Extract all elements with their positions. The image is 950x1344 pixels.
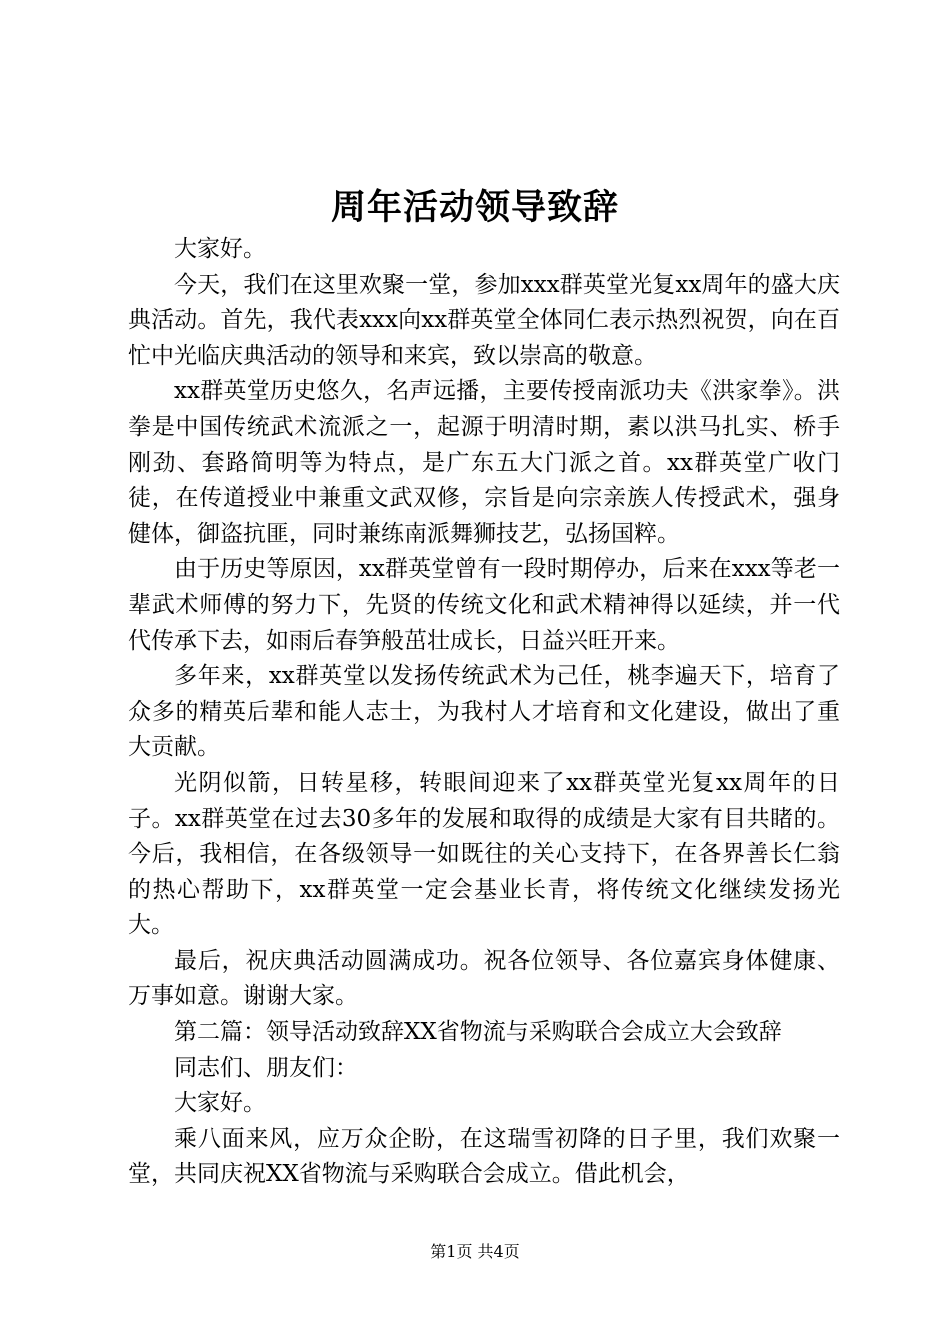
paragraph-greeting: 大家好。 bbox=[174, 236, 266, 262]
paragraph-closing: 最后，祝庆典活动圆满成功。祝各位领导、各位嘉宾身体健康、万事如意。谢谢大家。 bbox=[128, 947, 840, 1010]
paragraph-second-title: 第二篇：领导活动致辞XX省物流与采购联合会成立大会致辞 bbox=[174, 1019, 782, 1046]
paragraph-second-opening: 乘八面来风，应万众企盼，在这瑞雪初降的日子里，我们欢聚一堂，共同庆祝XX省物流与采购联合会成立。借此机会， bbox=[128, 1125, 840, 1188]
document-body bbox=[128, 232, 840, 1193]
paragraph-salutation: 同志们、朋友们： bbox=[174, 1054, 358, 1081]
paragraph-greeting-2: 大家好。 bbox=[174, 1090, 266, 1117]
page-footer: 第1页 共4页 bbox=[430, 1242, 520, 1261]
paragraph-opening: 今天，我们在这里欢聚一堂，参加xxx群英堂光复xx周年的盛大庆典活动。首先，我代表xxx向xx群英堂全体同仁表示热烈祝贺，向在百忙中光临庆典活动的领导和来宾，致以崇高的敬意。 bbox=[128, 271, 840, 369]
paragraph-anniversary: 光阴似箭，日转星移，转眼间迎来了xx群英堂光复xx周年的日子。xx群英堂在过去30多年的发展和取得的成绩是大家有目共睹的。今后，我相信，在各级领导一如既往的关心支持下，在各界善长仁翁的热心帮助下，xx群英堂一定会基业长青，将传统文化继续发扬光大。 bbox=[128, 769, 840, 939]
paragraph-history: xx群英堂历史悠久，名声远播，主要传授南派功夫《洪家拳》。洪拳是中国传统武术流派之一，起源于明清时期，素以洪马扎实、桥手刚劲、套路简明等为特点，是广东五大门派之首。xx群英堂广收门徒，在传道授业中兼重文武双修，宗旨是向宗亲族人传授武术，强身健体，御盗抗匪，同时兼练南派舞狮技艺，弘扬国粹。 bbox=[128, 378, 840, 547]
document-title: 周年活动领导致辞 bbox=[330, 187, 619, 228]
paragraph-revival: 由于历史等原因，xx群英堂曾有一段时期停办，后来在xxx等老一辈武术师傅的努力下，先贤的传统文化和武术精神得以延续，并一代代传承下去，如雨后春笋般茁壮成长，日益兴旺开来。 bbox=[128, 556, 840, 654]
paragraph-contribution: 多年来，xx群英堂以发扬传统武术为己任，桃李遍天下，培育了众多的精英后辈和能人志士，为我村人才培育和文化建设，做出了重大贡献。 bbox=[128, 663, 840, 761]
